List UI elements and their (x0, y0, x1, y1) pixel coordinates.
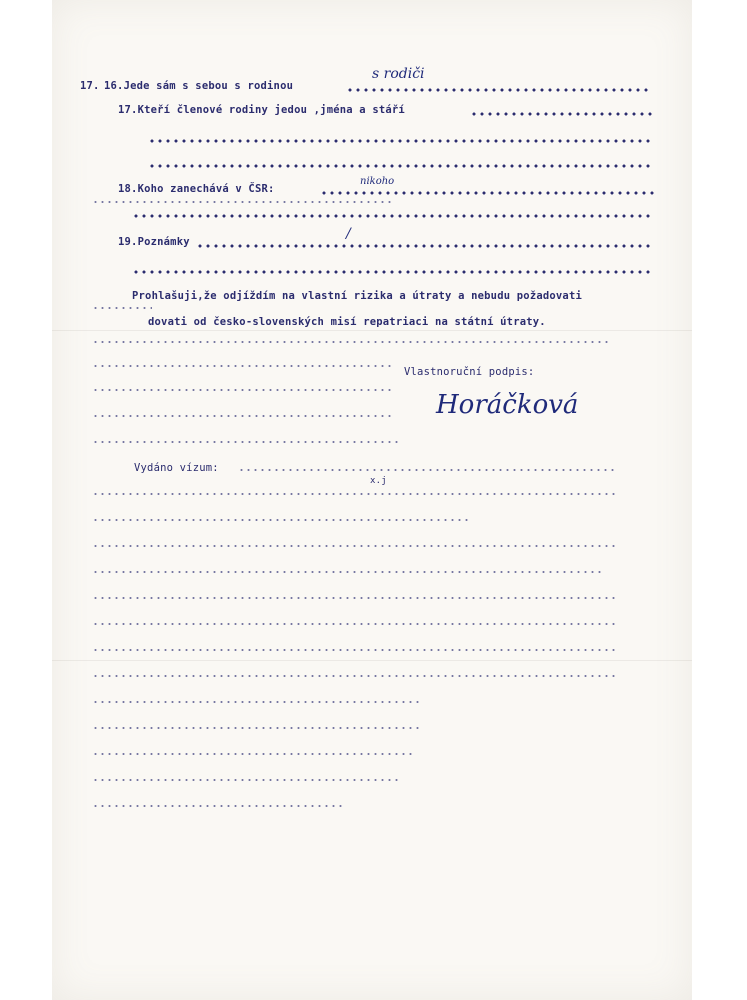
dotted-line (92, 518, 472, 522)
dotted-line (92, 388, 392, 392)
dotted-line (92, 200, 392, 204)
item-16-handwritten: s rodiči (372, 66, 425, 82)
dotted-line (92, 306, 152, 310)
dotted-line (92, 570, 604, 574)
visa-mark: x.j (370, 476, 387, 486)
declaration-line-1: Prohlašuji,že odjíždím na vlastní rizika a útraty a nebudu požadovati (132, 290, 582, 302)
item-17-prefix: 17. (80, 80, 100, 92)
dotted-line (238, 468, 618, 472)
dotted-line (92, 700, 422, 704)
signature-label: Vlastnoruční podpis: (404, 366, 535, 378)
dotted-line (196, 244, 654, 248)
dotted-line (132, 270, 654, 274)
dotted-line (92, 414, 392, 418)
dotted-line (92, 340, 612, 344)
item-17-label: 17.Kteří členové rodiny jedou ,jména a stáří (118, 104, 405, 116)
dotted-line (92, 364, 392, 368)
item-18-label: 18.Koho zanechává v ČSR: (118, 183, 275, 195)
visa-label: Vydáno vízum: (134, 462, 219, 474)
signature: Horáčková (436, 390, 579, 420)
dotted-line (92, 778, 402, 782)
dotted-line (92, 492, 618, 496)
dotted-line (92, 752, 412, 756)
dotted-line (92, 622, 618, 626)
dotted-line (92, 440, 398, 444)
dotted-line (132, 214, 654, 218)
dotted-line (92, 596, 618, 600)
document-page (52, 0, 692, 1000)
dotted-line (148, 139, 652, 143)
dotted-line (92, 726, 422, 730)
dotted-line (92, 544, 618, 548)
dotted-line (320, 191, 654, 195)
item-19-handwritten: / (346, 226, 351, 242)
dotted-line (470, 112, 652, 116)
item-19-label: 19.Poznámky (118, 236, 190, 248)
dotted-line (92, 804, 342, 808)
declaration-line-2: dovati od česko-slovenských misí repatriaci na státní útraty. (148, 316, 546, 328)
dotted-line (148, 164, 654, 168)
item-16-label: 16.Jede sám s sebou s rodinou (104, 80, 294, 92)
fold-line (52, 660, 692, 661)
dotted-line (92, 648, 618, 652)
fold-line (52, 330, 692, 331)
dotted-line (346, 88, 650, 92)
dotted-line (92, 674, 618, 678)
item-18-handwritten: nikoho (360, 176, 395, 187)
